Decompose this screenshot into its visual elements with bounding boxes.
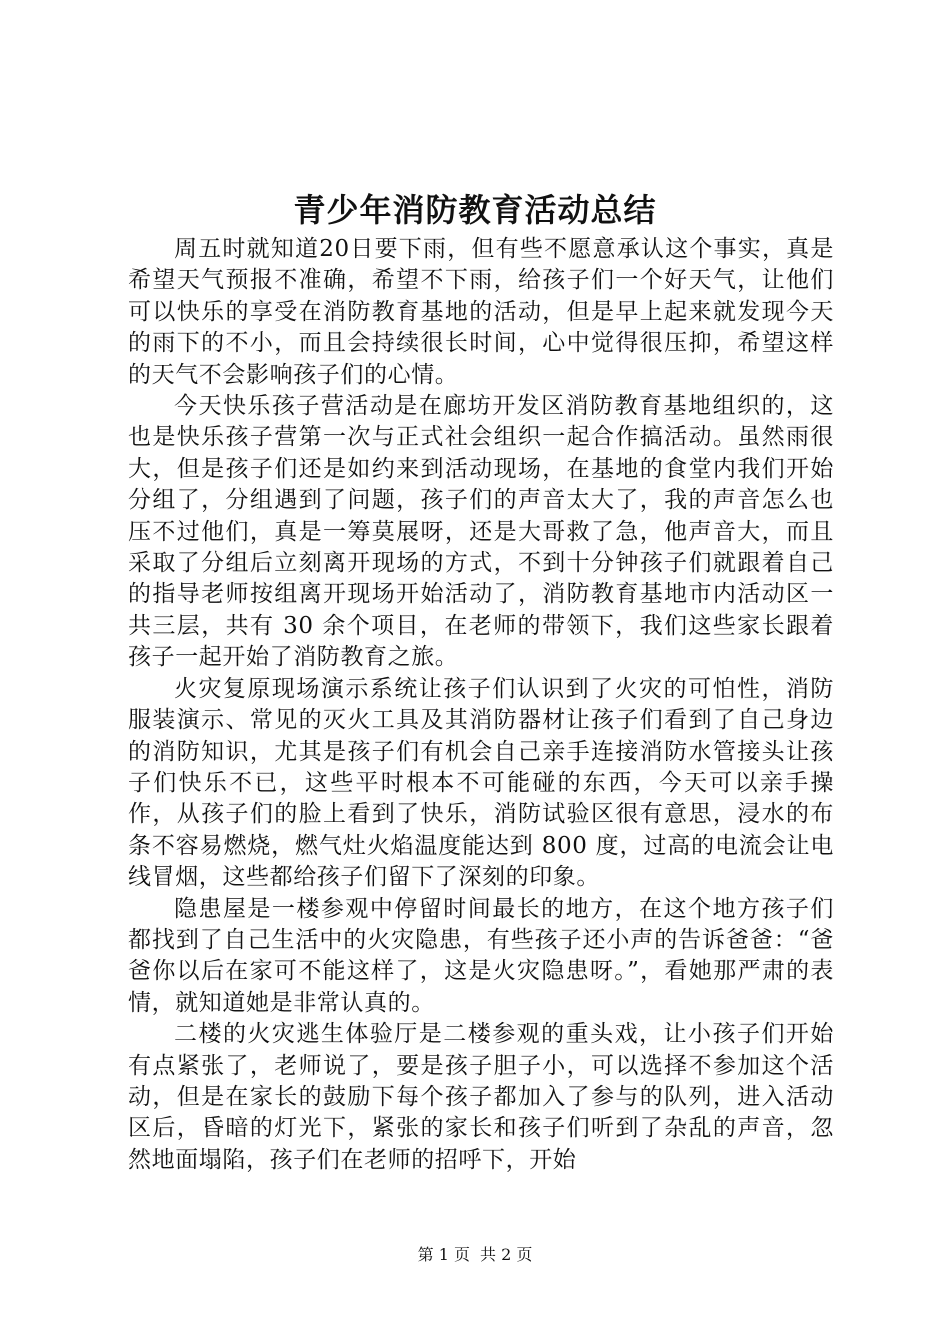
document-body [128,234,834,1176]
paragraph-4: 隐患屋是一楼参观中停留时间最长的地方，在这个地方孩子们都找到了自己生活中的火灾隐患，有些孩子还小声的告诉爸爸：“爸爸你以后在家可不能这样了，这是火灾隐患呀。”，看她那严肃的表情，就知道她是非常认真的。 [128,895,834,1016]
page-footer [0,1244,950,1266]
page-number-current: 第 1 页 [417,1245,470,1264]
paragraph-2: 今天快乐孩子营活动是在廊坊开发区消防教育基地组织的，这也是快乐孩子营第一次与正式社会组织一起合作搞活动。虽然雨很大，但是孩子们还是如约来到活动现场，在基地的食堂内我们开始分组了，分组遇到了问题，孩子们的声音太大了，我的声音怎么也压不过他们，真是一筹莫展呀，还是大哥救了急，他声音大，而且采取了分组后立刻离开现场的方式，不到十分钟孩子们就跟着自己的指导老师按组离开现场开始活动了，消防教育基地市内活动区一共三层，共有 30 余个项目，在老师的带领下，我们这些家长跟着孩子一起开始了消防教育之旅。 [128,393,834,671]
paragraph-1: 周五时就知道20日要下雨，但有些不愿意承认这个事实，真是希望天气预报不准确，希望不下雨，给孩子们一个好天气，让他们可以快乐的享受在消防教育基地的活动，但是早上起来就发现今天的雨下的不小，而且会持续很长时间，心中觉得很压抑，希望这样的天气不会影响孩子们的心情。 [128,236,834,388]
paragraph-3: 火灾复原现场演示系统让孩子们认识到了火灾的可怕性，消防服装演示、常见的灭火工具及其消防器材让孩子们看到了自己身边的消防知识，尤其是孩子们有机会自己亲手连接消防水管接头让孩子们快乐不已，这些平时根本不可能碰的东西，今天可以亲手操作，从孩子们的脸上看到了快乐，消防试验区很有意思，浸水的布条不容易燃烧，燃气灶火焰温度能达到 800 度，过高的电流会让电线冒烟，这些都给孩子们留下了深刻的印象。 [128,675,834,891]
page-number-total: 共 2 页 [480,1245,533,1264]
document-title: 青少年消防教育活动总结 [293,191,657,229]
paragraph-5: 二楼的火灾逃生体验厅是二楼参观的重头戏，让小孩子们开始有点紧张了，老师说了，要是孩子胆子小，可以选择不参加这个活动，但是在家长的鼓励下每个孩子都加入了参与的队列，进入活动区后，昏暗的灯光下，紧张的家长和孩子们听到了杂乱的声音，忽然地面塌陷，孩子们在老师的招呼下，开始 [128,1021,834,1173]
